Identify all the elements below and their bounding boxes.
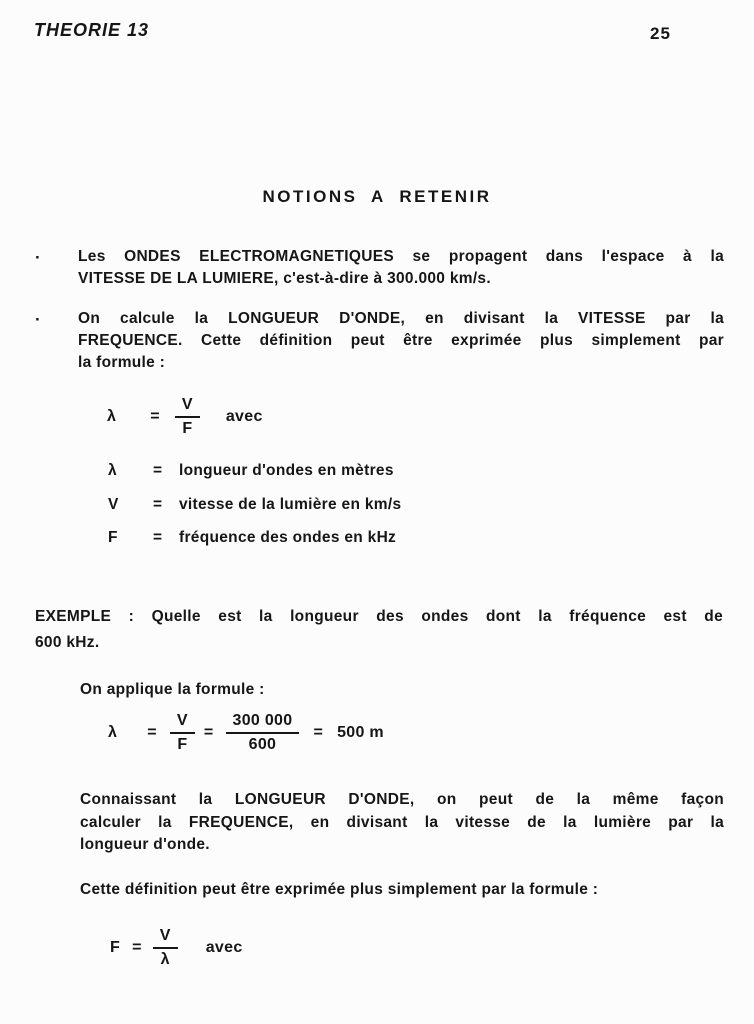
fraction-denominator: λ: [160, 951, 170, 968]
avec-label: avec: [205, 939, 243, 956]
fraction-v-over-f: [175, 396, 200, 438]
fraction-numerator: V: [153, 927, 178, 949]
apply-formula-label: On applique la formule :: [80, 681, 265, 698]
frequency-symbol: F: [110, 939, 121, 956]
fraction-v-over-lambda: [153, 927, 178, 969]
example-paragraph: [35, 604, 723, 656]
fraction-numerator: V: [175, 396, 200, 418]
paragraph-frequency-from-wavelength: [80, 789, 724, 857]
formula-result: 500 m: [337, 724, 384, 741]
definition-text: longueur d'ondes en mètres: [179, 462, 394, 479]
formula-example-computation: [108, 707, 384, 759]
paragraph-line: Les ONDES ELECTROMAGNETIQUES se propagent dans l'espace à la: [78, 248, 724, 265]
paragraph-line: longueur d'onde.: [80, 836, 210, 853]
lambda-symbol: λ: [108, 724, 118, 741]
fraction-v-over-f: [170, 712, 195, 754]
definition-symbol: V: [108, 495, 119, 513]
paragraph-line: la formule :: [78, 354, 166, 371]
paragraph-line: 600 kHz.: [35, 634, 100, 651]
avec-label: avec: [225, 408, 263, 425]
running-header-title: THEORIE 13: [34, 20, 150, 40]
formula-wavelength: [107, 392, 263, 442]
paragraph-line: calculer la FREQUENCE, en divisant la vitesse de la lumière par la: [80, 813, 724, 831]
definition-text: fréquence des ondes en kHz: [179, 529, 397, 546]
definition-symbol: λ: [108, 462, 117, 479]
fraction-denominator: F: [177, 736, 188, 753]
definition-text: vitesse de la lumière en km/s: [179, 495, 402, 513]
bullet-paragraph-wavelength-definition: [78, 308, 724, 374]
bullet-marker: ·: [35, 248, 41, 267]
definition-equals: =: [153, 529, 163, 546]
paragraph-line: EXEMPLE : Quelle est la longueur des ondes dont la fréquence est de: [35, 608, 723, 625]
equals-sign: =: [150, 408, 160, 425]
paragraph-definition-formula-intro: Cette définition peut être exprimée plus simplement par la formule :: [80, 881, 599, 898]
page-number: 25: [650, 24, 671, 43]
definition-symbol: F: [108, 529, 118, 546]
fraction-denominator: 600: [248, 736, 277, 753]
paragraph-line: FREQUENCE. Cette définition peut être exprimée plus simplement par: [78, 332, 724, 349]
lambda-symbol: λ: [107, 408, 117, 425]
bullet-marker: ·: [35, 310, 41, 329]
symbol-definitions: [108, 454, 401, 555]
formula-frequency: [110, 921, 243, 975]
fraction-denominator: F: [182, 420, 193, 437]
paragraph-line: On calcule la LONGUEUR D'ONDE, en divisant la VITESSE par la: [78, 310, 724, 327]
equals-sign: =: [147, 724, 157, 741]
section-title: NOTIONS A RETENIR: [262, 187, 492, 206]
equals-sign: =: [203, 724, 214, 741]
fraction-numerator: V: [170, 712, 195, 734]
definition-equals: =: [153, 495, 163, 513]
fraction-numerator: 300 000: [226, 712, 300, 734]
bullet-paragraph-electromagnetic-waves: [78, 246, 724, 290]
fraction-300000-over-600: [226, 712, 300, 754]
paragraph-line: VITESSE DE LA LUMIERE, c'est-à-dire à 300.000 km/s.: [78, 270, 491, 287]
equals-sign: =: [313, 724, 324, 741]
equals-sign: =: [132, 939, 142, 956]
paragraph-line: Connaissant la LONGUEUR D'ONDE, on peut de la même façon: [80, 791, 724, 808]
definition-equals: =: [153, 462, 163, 479]
